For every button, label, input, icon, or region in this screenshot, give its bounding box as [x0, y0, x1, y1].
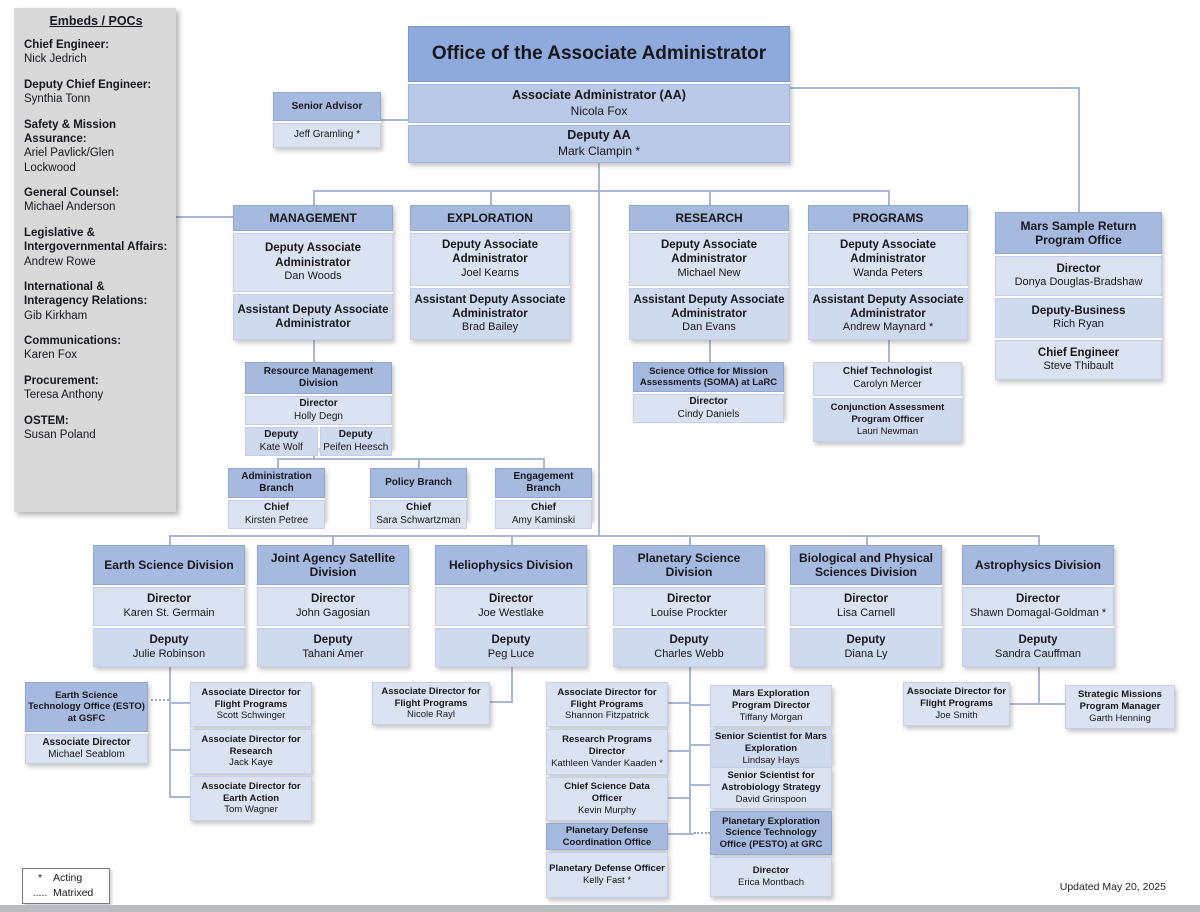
- box-joint-agency-satellite-division: [257, 545, 409, 667]
- embeds-pocs-title: Embeds / POCs: [49, 14, 143, 28]
- connector-line: [668, 797, 689, 799]
- connector-line: [511, 667, 513, 703]
- pdco-title: Planetary Defense Coordination Office: [546, 823, 668, 850]
- box-engagement-branch: [495, 468, 592, 526]
- box-programs-staff: [813, 362, 962, 442]
- connector-line: [668, 833, 694, 835]
- rmd-title: Resource Management Division: [245, 362, 392, 394]
- aa-role: Associate Administrator (AA): [512, 87, 686, 102]
- poc-entry: Procurement: Teresa Anthony: [24, 374, 104, 402]
- connector-line: [169, 667, 171, 798]
- administration-branch-title: Administration Branch: [228, 468, 325, 498]
- legend-box: [22, 868, 110, 904]
- poc-entry: Safety & Mission Assurance: Ariel Pavlick/Glen Lockwood: [24, 118, 117, 174]
- deputy-aa-name: Mark Clampin *: [557, 144, 641, 159]
- msr-title: Mars Sample Return Program Office: [995, 212, 1162, 254]
- connector-line: [709, 340, 711, 362]
- connector-line: [176, 216, 233, 218]
- connector-line: [277, 458, 279, 468]
- exploration-deputy-cell: Deputy Associate Administrator Joel Kearns: [410, 233, 570, 286]
- connector-line: [511, 535, 513, 545]
- research-title: RESEARCH: [629, 205, 789, 231]
- heliophysics-deputy-cell: Deputy Peg Luce: [435, 628, 587, 667]
- connector-line: [490, 190, 492, 205]
- connector-line: [1038, 667, 1040, 705]
- exploration-title: EXPLORATION: [410, 205, 570, 231]
- box-resource-management-division: [245, 362, 392, 453]
- connector-line: [668, 702, 689, 704]
- esto-title: Earth Science Technology Office (ESTO) at GSFC: [25, 682, 148, 732]
- soma-director-cell: Director Cindy Daniels: [633, 394, 784, 423]
- connector-line: [689, 784, 710, 786]
- poc-entry: International & Interagency Relations: Gib Kirkham: [24, 280, 148, 322]
- programs-assistant-cell: Assistant Deputy Associate Administrator Andrew Maynard *: [808, 288, 968, 341]
- management-deputy-cell: Deputy Associate Administrator Dan Woods: [233, 233, 393, 292]
- connector-line: [169, 535, 171, 545]
- box-senior-scientist-astrobiology: Senior Scientist for Astrobiology Strategy David Grinspoon: [710, 767, 832, 809]
- box-administration-branch: [228, 468, 325, 526]
- heliophysics-division-title: Heliophysics Division: [435, 545, 587, 585]
- connector-line: [169, 702, 190, 704]
- box-pesto: [710, 811, 832, 855]
- connector-line: [668, 750, 689, 752]
- poc-entry: Communications: Karen Fox: [24, 335, 122, 362]
- box-es-research: Associate Director for Research Jack Kaye: [190, 729, 312, 774]
- jasd-title: Joint Agency Satellite Division: [257, 545, 409, 585]
- esto-associate-director-cell: Associate Director Michael Seablom: [25, 734, 148, 764]
- box-es-earth-action: Associate Director for Earth Action Tom Wagner: [190, 776, 312, 821]
- box-office-of-associate-administrator: [408, 26, 790, 163]
- connector-line: [543, 458, 545, 468]
- box-psd-flight-programs: Associate Director for Flight Programs Shannon Fitzpatrick: [546, 682, 668, 727]
- engagement-branch-chief-cell: Chief Amy Kaminski: [495, 500, 592, 529]
- box-senior-scientist-mars-exploration: Senior Scientist for Mars Exploration Lindsay Hays: [710, 729, 832, 765]
- connector-line: [598, 163, 600, 536]
- poc-entry: Chief Engineer: Nick Jedrich: [24, 39, 109, 66]
- connector-line: [313, 190, 890, 192]
- programs-deputy-cell: Deputy Associate Administrator Wanda Peters: [808, 233, 968, 286]
- box-planetary-science-division: [613, 545, 765, 667]
- exploration-assistant-cell: Assistant Deputy Associate Administrator Brad Bailey: [410, 288, 570, 341]
- legend-acting-row: * Acting: [37, 872, 83, 884]
- deputy-aa-role: Deputy AA: [567, 128, 631, 143]
- window-bottom-edge: [0, 905, 1200, 912]
- connector-line: [313, 190, 315, 205]
- pesto-title: Planetary Exploration Science Technology Office (PESTO) at GRC: [710, 811, 832, 855]
- deputy-aa-cell: [408, 125, 790, 164]
- connector-line: [689, 535, 691, 545]
- poc-entry: OSTEM: Susan Poland: [24, 414, 96, 441]
- connector-line: [689, 744, 710, 746]
- connector-line: [1010, 703, 1065, 705]
- box-es-flight-programs: Associate Director for Flight Programs Scott Schwinger: [190, 682, 312, 727]
- research-deputy-cell: Deputy Associate Administrator Michael New: [629, 233, 789, 286]
- connector-line: [169, 796, 190, 798]
- box-mars-exploration-program-director: Mars Exploration Program Director Tiffany Morgan: [710, 685, 832, 727]
- box-strategic-missions-program-manager: Strategic Missions Program Manager Garth Henning: [1065, 685, 1175, 729]
- poc-entry: Deputy Chief Engineer: Synthia Tonn: [24, 78, 152, 106]
- conjunction-assessment-cell: Conjunction Assessment Program Officer Lauri Newman: [813, 398, 962, 442]
- connector-line: [381, 119, 408, 121]
- aa-name: Nicola Fox: [570, 103, 628, 118]
- box-heliophysics-division: [435, 545, 587, 667]
- astrophysics-director-cell: Director Shawn Domagal-Goldman *: [962, 587, 1114, 626]
- box-management: [233, 205, 393, 340]
- bps-deputy-cell: Deputy Diana Ly: [790, 628, 942, 667]
- box-pesto-director: Director Erica Montbach: [710, 857, 832, 897]
- research-assistant-cell: Assistant Deputy Associate Administrator Dan Evans: [629, 288, 789, 341]
- box-policy-branch: [370, 468, 467, 526]
- matrixed-dotted-connector: [694, 832, 710, 834]
- earth-science-division-title: Earth Science Division: [93, 545, 245, 585]
- administration-branch-chief-cell: Chief Kirsten Petree: [228, 500, 325, 529]
- box-planetary-defense-officer: Planetary Defense Officer Kelly Fast *: [546, 852, 668, 898]
- box-research: [629, 205, 789, 340]
- planetary-deputy-cell: Deputy Charles Webb: [613, 628, 765, 667]
- updated-date: Updated May 20, 2025: [1059, 881, 1166, 893]
- astrophysics-division-title: Astrophysics Division: [962, 545, 1114, 585]
- box-psd-research-programs: Research Programs Director Kathleen Vander Kaaden *: [546, 729, 668, 775]
- msr-chief-engineer-cell: Chief Engineer Steve Thibault: [995, 340, 1162, 380]
- box-astrophysics-division: [962, 545, 1114, 667]
- connector-line: [169, 749, 190, 751]
- connector-line: [1038, 535, 1040, 545]
- policy-branch-chief-cell: Chief Sara Schwartzman: [370, 500, 467, 529]
- box-programs: [808, 205, 968, 340]
- connector-line: [332, 535, 334, 545]
- box-senior-advisor: [273, 92, 381, 148]
- office-title: Office of the Associate Administrator: [408, 26, 790, 82]
- connector-line: [689, 667, 691, 835]
- poc-entry: General Counsel: Michael Anderson: [24, 187, 120, 214]
- legend-matrixed-row: ..... Matrixed: [32, 887, 94, 900]
- box-biological-physical-sciences-division: [790, 545, 942, 667]
- connector-line: [418, 458, 420, 468]
- jasd-deputy-cell: Deputy Tahani Amer: [257, 628, 409, 667]
- management-assistant-cell: Assistant Deputy Associate Administrator: [233, 294, 393, 340]
- astrophysics-deputy-cell: Deputy Sandra Cauffman: [962, 628, 1114, 667]
- connector-line: [689, 704, 710, 706]
- box-helio-flight-programs: Associate Director for Flight Programs Nicole Rayl: [372, 682, 490, 725]
- box-exploration: [410, 205, 570, 340]
- jasd-director-cell: Director John Gagosian: [257, 587, 409, 626]
- bps-title: Biological and Physical Sciences Division: [790, 545, 942, 585]
- planetary-director-cell: Director Louise Prockter: [613, 587, 765, 626]
- rmd-director-cell: Director Holly Degn: [245, 396, 392, 425]
- msr-director-cell: Director Donya Douglas-Bradshaw: [995, 256, 1162, 296]
- heliophysics-director-cell: Director Joe Westlake: [435, 587, 587, 626]
- bps-director-cell: Director Lisa Carnell: [790, 587, 942, 626]
- box-astro-flight-programs: Associate Director for Flight Programs Joe Smith: [903, 682, 1010, 726]
- connector-line: [790, 87, 1080, 89]
- matrixed-dotted-connector: [146, 699, 169, 701]
- programs-title: PROGRAMS: [808, 205, 968, 231]
- earth-science-director-cell: Director Karen St. Germain: [93, 587, 245, 626]
- embeds-pocs-panel: [14, 8, 176, 512]
- connector-line: [277, 458, 545, 460]
- connector-line: [888, 340, 890, 362]
- poc-entry: Legislative & Intergovernmental Affairs: Andrew Rowe: [24, 226, 168, 268]
- aa-cell: [408, 84, 790, 123]
- policy-branch-title: Policy Branch: [370, 468, 467, 498]
- chief-technologist-cell: Chief Technologist Carolyn Mercer: [813, 362, 962, 396]
- rmd-deputy1-cell: Deputy Kate Wolf: [245, 427, 318, 456]
- engagement-branch-title: Engagement Branch: [495, 468, 592, 498]
- connector-line: [888, 190, 890, 205]
- soma-title: Science Office for Mission Assessments (SOMA) at LaRC: [633, 362, 784, 392]
- management-title: MANAGEMENT: [233, 205, 393, 231]
- senior-advisor-title: Senior Advisor: [273, 92, 381, 121]
- earth-science-deputy-cell: Deputy Julie Robinson: [93, 628, 245, 667]
- box-esto: [25, 682, 148, 764]
- connector-line: [866, 535, 868, 545]
- senior-advisor-name-cell: Jeff Gramling *: [273, 123, 381, 148]
- box-mars-sample-return: [995, 212, 1162, 380]
- box-planetary-defense-coordination-office: [546, 823, 668, 850]
- connector-line: [169, 535, 1040, 537]
- box-earth-science-division: [93, 545, 245, 667]
- rmd-deputy2-cell: Deputy Peifen Heesch: [320, 427, 393, 456]
- connector-line: [313, 340, 315, 362]
- connector-line: [709, 190, 711, 205]
- planetary-science-division-title: Planetary Science Division: [613, 545, 765, 585]
- msr-deputy-business-cell: Deputy-Business Rich Ryan: [995, 298, 1162, 338]
- connector-line: [1078, 87, 1080, 212]
- box-soma: [633, 362, 784, 418]
- connector-line: [490, 701, 511, 703]
- box-psd-chief-science-data-officer: Chief Science Data Officer Kevin Murphy: [546, 777, 668, 821]
